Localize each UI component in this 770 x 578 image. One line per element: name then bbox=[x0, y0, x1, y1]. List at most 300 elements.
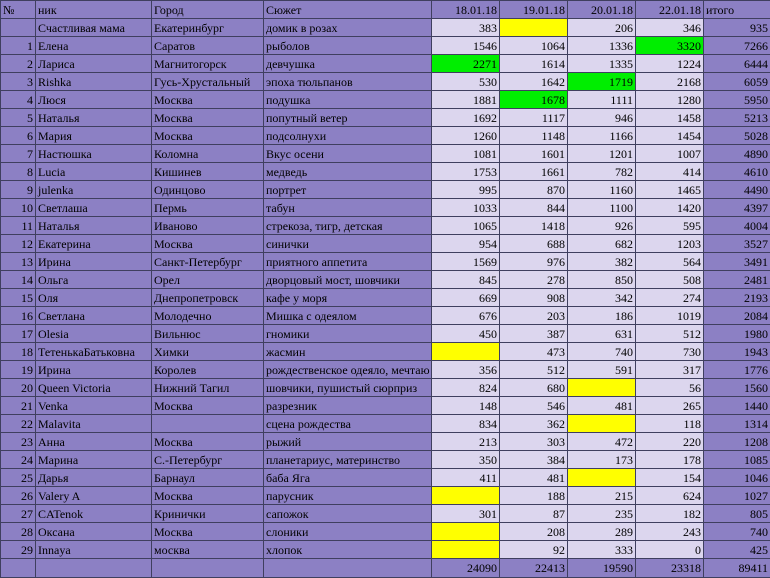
row-vote-date-4: 2168 bbox=[636, 73, 704, 91]
header-total: итого bbox=[704, 1, 770, 19]
row-vote-date-1: 1081 bbox=[432, 145, 500, 163]
row-vote-date-1: 834 bbox=[432, 415, 500, 433]
row-vote-date-2: 384 bbox=[500, 451, 568, 469]
table-row bbox=[1, 415, 770, 433]
row-total: 1980 bbox=[704, 325, 770, 343]
row-vote-date-2: 92 bbox=[500, 541, 568, 559]
row-vote-date-4: 1454 bbox=[636, 127, 704, 145]
row-number: 13 bbox=[1, 253, 36, 271]
row-city: С.-Петербург bbox=[152, 451, 264, 469]
row-vote-date-4: 512 bbox=[636, 325, 704, 343]
table-row bbox=[1, 235, 770, 253]
row-vote-date-4: 1280 bbox=[636, 91, 704, 109]
row-total: 425 bbox=[704, 541, 770, 559]
row-plot: попутный ветер bbox=[264, 109, 432, 127]
row-vote-date-3: 342 bbox=[568, 289, 636, 307]
row-plot: Вкус осени bbox=[264, 145, 432, 163]
row-city: Санкт-Петербург bbox=[152, 253, 264, 271]
row-vote-date-2: 680 bbox=[500, 379, 568, 397]
row-total: 1208 bbox=[704, 433, 770, 451]
row-vote-date-1: 350 bbox=[432, 451, 500, 469]
row-vote-date-1: 1569 bbox=[432, 253, 500, 271]
row-city: москва bbox=[152, 541, 264, 559]
row-vote-date-2: 303 bbox=[500, 433, 568, 451]
row-vote-date-2: 208 bbox=[500, 523, 568, 541]
row-vote-date-4: 243 bbox=[636, 523, 704, 541]
row-nick: Rishka bbox=[36, 73, 152, 91]
row-vote-date-2: 1064 bbox=[500, 37, 568, 55]
row-vote-date-1: 1033 bbox=[432, 199, 500, 217]
row-vote-date-4: 1458 bbox=[636, 109, 704, 127]
row-number: 9 bbox=[1, 181, 36, 199]
row-vote-date-3: 1111 bbox=[568, 91, 636, 109]
row-number: 11 bbox=[1, 217, 36, 235]
grand-total: 89411 bbox=[704, 559, 770, 578]
header-no: № bbox=[1, 1, 36, 19]
row-city: Москва bbox=[152, 487, 264, 505]
row-city: Москва bbox=[152, 397, 264, 415]
row-nick: Люся bbox=[36, 91, 152, 109]
row-total: 2084 bbox=[704, 307, 770, 325]
table-row bbox=[1, 253, 770, 271]
row-nick: Venka bbox=[36, 397, 152, 415]
row-nick: Olesia bbox=[36, 325, 152, 343]
row-vote-date-3 bbox=[568, 415, 636, 433]
row-total: 4397 bbox=[704, 199, 770, 217]
row-plot: планетариус, материнство bbox=[264, 451, 432, 469]
row-plot: рыжий bbox=[264, 433, 432, 451]
row-total: 5950 bbox=[704, 91, 770, 109]
row-number: 29 bbox=[1, 541, 36, 559]
table-row bbox=[1, 505, 770, 523]
row-vote-date-2: 976 bbox=[500, 253, 568, 271]
row-vote-date-1 bbox=[432, 523, 500, 541]
header-nick: ник bbox=[36, 1, 152, 19]
row-vote-date-1: 1546 bbox=[432, 37, 500, 55]
row-vote-date-3: 591 bbox=[568, 361, 636, 379]
row-vote-date-4: 1203 bbox=[636, 235, 704, 253]
row-vote-date-1: 411 bbox=[432, 469, 500, 487]
row-nick: Valery A bbox=[36, 487, 152, 505]
row-nick: Оля bbox=[36, 289, 152, 307]
row-total: 740 bbox=[704, 523, 770, 541]
row-number: 22 bbox=[1, 415, 36, 433]
table-row bbox=[1, 109, 770, 127]
row-vote-date-4: 1007 bbox=[636, 145, 704, 163]
row-number: 7 bbox=[1, 145, 36, 163]
row-vote-date-2: 188 bbox=[500, 487, 568, 505]
table-row bbox=[1, 271, 770, 289]
row-vote-date-2: 1678 bbox=[500, 91, 568, 109]
row-city: Пермь bbox=[152, 199, 264, 217]
row-total: 4610 bbox=[704, 163, 770, 181]
row-vote-date-3: 186 bbox=[568, 307, 636, 325]
header-row bbox=[1, 1, 770, 19]
row-number: 10 bbox=[1, 199, 36, 217]
row-vote-date-3: 682 bbox=[568, 235, 636, 253]
row-total: 1440 bbox=[704, 397, 770, 415]
row-vote-date-3: 1201 bbox=[568, 145, 636, 163]
row-total: 1046 bbox=[704, 469, 770, 487]
row-vote-date-2: 87 bbox=[500, 505, 568, 523]
row-vote-date-4: 317 bbox=[636, 361, 704, 379]
table-row bbox=[1, 379, 770, 397]
row-city: Орел bbox=[152, 271, 264, 289]
row-city bbox=[152, 415, 264, 433]
row-vote-date-4: 56 bbox=[636, 379, 704, 397]
header-date-3: 20.01.18 bbox=[568, 1, 636, 19]
table-row bbox=[1, 541, 770, 559]
row-total: 805 bbox=[704, 505, 770, 523]
row-plot: медведь bbox=[264, 163, 432, 181]
row-nick: Екатерина bbox=[36, 235, 152, 253]
row-vote-date-1: 450 bbox=[432, 325, 500, 343]
row-vote-date-3: 1100 bbox=[568, 199, 636, 217]
row-city: Нижний Тагил bbox=[152, 379, 264, 397]
row-vote-date-3: 481 bbox=[568, 397, 636, 415]
row-vote-date-3: 289 bbox=[568, 523, 636, 541]
row-total: 4890 bbox=[704, 145, 770, 163]
table-row bbox=[1, 325, 770, 343]
row-vote-date-3: 631 bbox=[568, 325, 636, 343]
row-vote-date-4: 0 bbox=[636, 541, 704, 559]
table-row bbox=[1, 397, 770, 415]
row-plot: рождественское одеяло, мечтаю bbox=[264, 361, 432, 379]
row-vote-date-3: 1335 bbox=[568, 55, 636, 73]
row-total: 4004 bbox=[704, 217, 770, 235]
table-row bbox=[1, 469, 770, 487]
row-number: 2 bbox=[1, 55, 36, 73]
row-number: 21 bbox=[1, 397, 36, 415]
row-city: Москва bbox=[152, 91, 264, 109]
row-nick: Светлаша bbox=[36, 199, 152, 217]
row-city: Кишинев bbox=[152, 163, 264, 181]
row-nick: julenka bbox=[36, 181, 152, 199]
row-vote-date-3: 1160 bbox=[568, 181, 636, 199]
row-vote-date-1: 1881 bbox=[432, 91, 500, 109]
row-vote-date-3: 206 bbox=[568, 19, 636, 37]
row-nick: Лариса bbox=[36, 55, 152, 73]
row-vote-date-2: 1614 bbox=[500, 55, 568, 73]
table-row bbox=[1, 91, 770, 109]
table-row bbox=[1, 433, 770, 451]
row-total: 5028 bbox=[704, 127, 770, 145]
total-date-4: 23318 bbox=[636, 559, 704, 578]
row-city: Одинцово bbox=[152, 181, 264, 199]
row-number: 6 bbox=[1, 127, 36, 145]
row-vote-date-2: 387 bbox=[500, 325, 568, 343]
row-nick: Наталья bbox=[36, 109, 152, 127]
row-total: 1085 bbox=[704, 451, 770, 469]
table-row bbox=[1, 19, 770, 37]
row-city: Саратов bbox=[152, 37, 264, 55]
row-nick: Счастливая мама bbox=[36, 19, 152, 37]
row-vote-date-2: 1661 bbox=[500, 163, 568, 181]
row-vote-date-1: 2271 bbox=[432, 55, 500, 73]
row-vote-date-4: 178 bbox=[636, 451, 704, 469]
row-vote-date-2: 908 bbox=[500, 289, 568, 307]
row-nick: Оксана bbox=[36, 523, 152, 541]
totals-plot bbox=[264, 559, 432, 578]
row-number: 25 bbox=[1, 469, 36, 487]
row-city: Иваново bbox=[152, 217, 264, 235]
row-vote-date-4: 1224 bbox=[636, 55, 704, 73]
row-vote-date-2: 362 bbox=[500, 415, 568, 433]
row-vote-date-3: 215 bbox=[568, 487, 636, 505]
row-vote-date-4: 154 bbox=[636, 469, 704, 487]
row-vote-date-1 bbox=[432, 541, 500, 559]
row-vote-date-1: 301 bbox=[432, 505, 500, 523]
row-vote-date-4: 118 bbox=[636, 415, 704, 433]
row-total: 6059 bbox=[704, 73, 770, 91]
row-city: Барнаул bbox=[152, 469, 264, 487]
row-number: 1 bbox=[1, 37, 36, 55]
row-nick: Марина bbox=[36, 451, 152, 469]
row-total: 4490 bbox=[704, 181, 770, 199]
row-nick: Lucia bbox=[36, 163, 152, 181]
row-number: 17 bbox=[1, 325, 36, 343]
row-number: 12 bbox=[1, 235, 36, 253]
row-city: Кринички bbox=[152, 505, 264, 523]
row-vote-date-1: 213 bbox=[432, 433, 500, 451]
row-number: 16 bbox=[1, 307, 36, 325]
row-vote-date-4: 346 bbox=[636, 19, 704, 37]
row-vote-date-3: 472 bbox=[568, 433, 636, 451]
row-total: 1027 bbox=[704, 487, 770, 505]
row-vote-date-1: 530 bbox=[432, 73, 500, 91]
row-number: 19 bbox=[1, 361, 36, 379]
row-nick: Елена bbox=[36, 37, 152, 55]
row-vote-date-2: 473 bbox=[500, 343, 568, 361]
row-total: 5213 bbox=[704, 109, 770, 127]
row-vote-date-4: 1465 bbox=[636, 181, 704, 199]
table-body bbox=[1, 19, 770, 559]
row-vote-date-2: 1601 bbox=[500, 145, 568, 163]
row-plot: подушка bbox=[264, 91, 432, 109]
row-nick: CATenok bbox=[36, 505, 152, 523]
row-vote-date-4: 595 bbox=[636, 217, 704, 235]
row-vote-date-1 bbox=[432, 343, 500, 361]
row-vote-date-1: 954 bbox=[432, 235, 500, 253]
row-total: 2481 bbox=[704, 271, 770, 289]
row-plot: домик в розах bbox=[264, 19, 432, 37]
row-vote-date-3 bbox=[568, 379, 636, 397]
row-vote-date-2: 844 bbox=[500, 199, 568, 217]
row-vote-date-1: 824 bbox=[432, 379, 500, 397]
row-vote-date-1: 995 bbox=[432, 181, 500, 199]
row-vote-date-2: 1117 bbox=[500, 109, 568, 127]
table-row bbox=[1, 37, 770, 55]
row-number: 8 bbox=[1, 163, 36, 181]
row-nick: Настюшка bbox=[36, 145, 152, 163]
table-row bbox=[1, 163, 770, 181]
row-vote-date-2: 870 bbox=[500, 181, 568, 199]
row-nick: Анна bbox=[36, 433, 152, 451]
row-total: 1560 bbox=[704, 379, 770, 397]
row-vote-date-4: 624 bbox=[636, 487, 704, 505]
row-nick: Ирина bbox=[36, 361, 152, 379]
row-number: 26 bbox=[1, 487, 36, 505]
row-vote-date-4: 182 bbox=[636, 505, 704, 523]
row-city: Москва bbox=[152, 109, 264, 127]
row-vote-date-1: 356 bbox=[432, 361, 500, 379]
total-date-3: 19590 bbox=[568, 559, 636, 578]
row-vote-date-1: 1260 bbox=[432, 127, 500, 145]
row-total: 2193 bbox=[704, 289, 770, 307]
row-plot: парусник bbox=[264, 487, 432, 505]
row-vote-date-4: 274 bbox=[636, 289, 704, 307]
row-vote-date-2: 481 bbox=[500, 469, 568, 487]
row-vote-date-4: 508 bbox=[636, 271, 704, 289]
row-vote-date-1: 1753 bbox=[432, 163, 500, 181]
row-vote-date-4: 1420 bbox=[636, 199, 704, 217]
row-city: Молодечно bbox=[152, 307, 264, 325]
row-total: 1314 bbox=[704, 415, 770, 433]
row-number: 5 bbox=[1, 109, 36, 127]
row-plot: девчушка bbox=[264, 55, 432, 73]
totals-nick bbox=[36, 559, 152, 578]
table-row bbox=[1, 199, 770, 217]
row-vote-date-2: 512 bbox=[500, 361, 568, 379]
row-total: 3527 bbox=[704, 235, 770, 253]
row-nick: Innaya bbox=[36, 541, 152, 559]
table-row bbox=[1, 361, 770, 379]
row-city: Гусь-Хрустальный bbox=[152, 73, 264, 91]
row-vote-date-1: 669 bbox=[432, 289, 500, 307]
row-plot: приятного аппетита bbox=[264, 253, 432, 271]
row-plot: шовчики, пушистый сюрприз bbox=[264, 379, 432, 397]
row-vote-date-3: 235 bbox=[568, 505, 636, 523]
row-plot: Мишка с одеялом bbox=[264, 307, 432, 325]
row-vote-date-3: 740 bbox=[568, 343, 636, 361]
row-vote-date-1: 1692 bbox=[432, 109, 500, 127]
row-city: Магнитогорск bbox=[152, 55, 264, 73]
row-total: 7266 bbox=[704, 37, 770, 55]
row-vote-date-3: 782 bbox=[568, 163, 636, 181]
row-plot: табун bbox=[264, 199, 432, 217]
row-nick: Ирина bbox=[36, 253, 152, 271]
table-row bbox=[1, 73, 770, 91]
table-row bbox=[1, 145, 770, 163]
row-plot: подсолнухи bbox=[264, 127, 432, 145]
total-date-1: 24090 bbox=[432, 559, 500, 578]
row-city: Москва bbox=[152, 433, 264, 451]
row-vote-date-2: 1148 bbox=[500, 127, 568, 145]
row-total: 1776 bbox=[704, 361, 770, 379]
row-city: Вильнюс bbox=[152, 325, 264, 343]
row-vote-date-1: 383 bbox=[432, 19, 500, 37]
row-vote-date-4: 3320 bbox=[636, 37, 704, 55]
row-plot: хлопок bbox=[264, 541, 432, 559]
row-nick: Malavita bbox=[36, 415, 152, 433]
row-vote-date-3: 850 bbox=[568, 271, 636, 289]
header-date-4: 22.01.18 bbox=[636, 1, 704, 19]
row-plot: гномики bbox=[264, 325, 432, 343]
row-number: 28 bbox=[1, 523, 36, 541]
row-vote-date-1: 676 bbox=[432, 307, 500, 325]
row-number bbox=[1, 19, 36, 37]
row-number: 23 bbox=[1, 433, 36, 451]
row-vote-date-4: 265 bbox=[636, 397, 704, 415]
row-city: Коломна bbox=[152, 145, 264, 163]
row-number: 3 bbox=[1, 73, 36, 91]
row-vote-date-2: 1642 bbox=[500, 73, 568, 91]
row-plot: портрет bbox=[264, 181, 432, 199]
row-vote-date-3: 1166 bbox=[568, 127, 636, 145]
row-number: 18 bbox=[1, 343, 36, 361]
row-plot: слоники bbox=[264, 523, 432, 541]
header-date-1: 18.01.18 bbox=[432, 1, 500, 19]
row-city: Химки bbox=[152, 343, 264, 361]
row-plot: жасмин bbox=[264, 343, 432, 361]
row-vote-date-3: 1719 bbox=[568, 73, 636, 91]
row-vote-date-2: 688 bbox=[500, 235, 568, 253]
row-vote-date-3: 946 bbox=[568, 109, 636, 127]
row-vote-date-4: 730 bbox=[636, 343, 704, 361]
row-vote-date-2 bbox=[500, 19, 568, 37]
table-row bbox=[1, 523, 770, 541]
row-vote-date-3: 382 bbox=[568, 253, 636, 271]
row-city: Москва bbox=[152, 127, 264, 145]
row-total: 6444 bbox=[704, 55, 770, 73]
row-vote-date-1 bbox=[432, 487, 500, 505]
row-city: Днепропетровск bbox=[152, 289, 264, 307]
row-vote-date-4: 564 bbox=[636, 253, 704, 271]
table-row bbox=[1, 127, 770, 145]
row-plot: рыболов bbox=[264, 37, 432, 55]
row-number: 14 bbox=[1, 271, 36, 289]
row-vote-date-4: 220 bbox=[636, 433, 704, 451]
table-row bbox=[1, 487, 770, 505]
table-row bbox=[1, 55, 770, 73]
row-plot: эпоха тюльпанов bbox=[264, 73, 432, 91]
totals-row bbox=[1, 559, 770, 578]
row-vote-date-4: 414 bbox=[636, 163, 704, 181]
row-number: 24 bbox=[1, 451, 36, 469]
row-nick: Мария bbox=[36, 127, 152, 145]
row-vote-date-3 bbox=[568, 469, 636, 487]
row-number: 20 bbox=[1, 379, 36, 397]
row-vote-date-1: 845 bbox=[432, 271, 500, 289]
row-city: Королев bbox=[152, 361, 264, 379]
row-city: Екатеринбург bbox=[152, 19, 264, 37]
row-number: 4 bbox=[1, 91, 36, 109]
row-vote-date-1: 1065 bbox=[432, 217, 500, 235]
header-city: Город bbox=[152, 1, 264, 19]
row-vote-date-2: 1418 bbox=[500, 217, 568, 235]
row-total: 935 bbox=[704, 19, 770, 37]
row-nick: Queen Victoria bbox=[36, 379, 152, 397]
row-vote-date-3: 926 bbox=[568, 217, 636, 235]
row-vote-date-3: 173 bbox=[568, 451, 636, 469]
table-row bbox=[1, 451, 770, 469]
header-date-2: 19.01.18 bbox=[500, 1, 568, 19]
row-plot: сцена рождества bbox=[264, 415, 432, 433]
row-nick: Ольга bbox=[36, 271, 152, 289]
row-plot: сапожок bbox=[264, 505, 432, 523]
table-row bbox=[1, 217, 770, 235]
table-row bbox=[1, 181, 770, 199]
table-row bbox=[1, 289, 770, 307]
row-plot: стрекоза, тигр, детская bbox=[264, 217, 432, 235]
row-vote-date-3: 333 bbox=[568, 541, 636, 559]
row-nick: Светлана bbox=[36, 307, 152, 325]
table-row bbox=[1, 307, 770, 325]
row-nick: Дарья bbox=[36, 469, 152, 487]
row-vote-date-2: 546 bbox=[500, 397, 568, 415]
row-plot: синички bbox=[264, 235, 432, 253]
row-total: 1943 bbox=[704, 343, 770, 361]
